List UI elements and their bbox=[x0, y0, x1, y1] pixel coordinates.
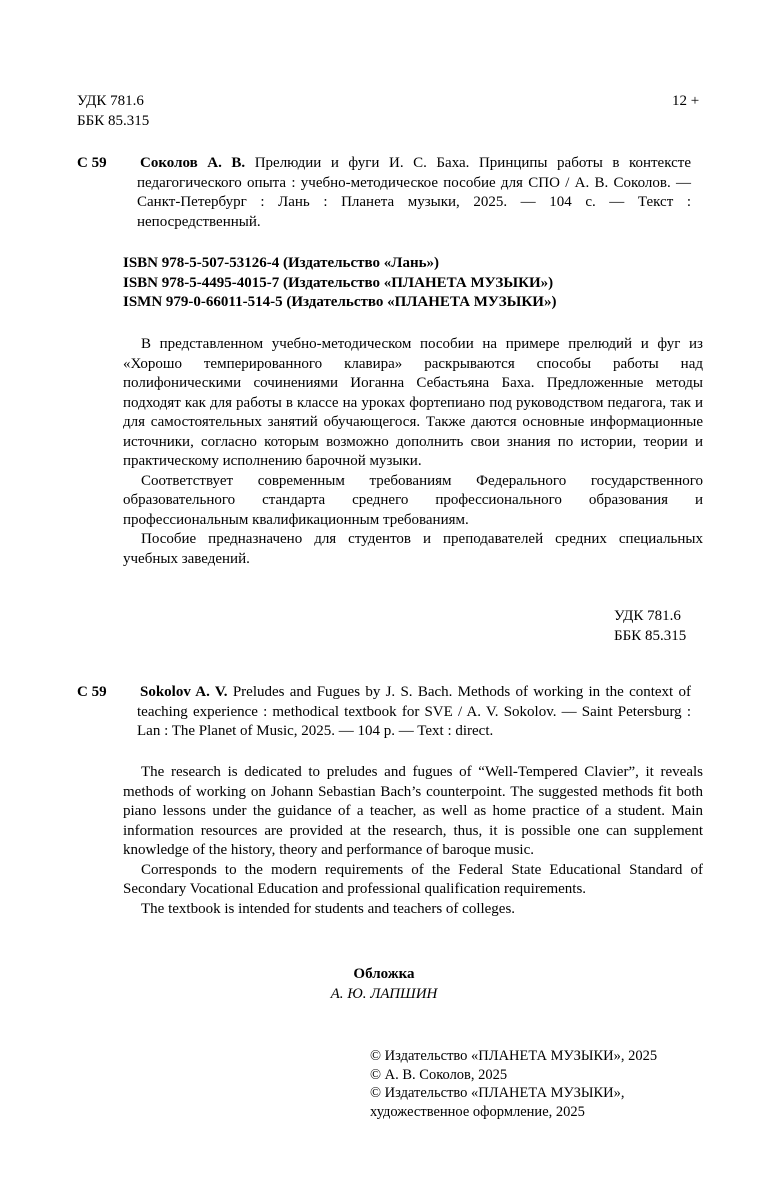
isbn-list bbox=[123, 254, 556, 313]
en-bibliographic-entry bbox=[137, 683, 691, 742]
copyright-line: © Издательство «ПЛАНЕТА МУЗЫКИ», bbox=[370, 1085, 625, 1101]
en-abstract-paragraph: Corresponds to the modern requirements of the Federal State Educational Standard of Secondary Vocational Education and professional qualification requirements. bbox=[123, 861, 703, 897]
ru-description: Прелюдии и фуги И. С. Баха. Принципы работы в контексте педагогического опыта : учебно-методическое пособие для СПО / А. В. Соколов. — Санкт-Петербург : Лань : Планета музыки, 2025. — 104 с. — Текст : непосредственный. bbox=[137, 155, 691, 230]
ru-abstract-paragraph: Пособие предназначено для студентов и преподавателей средних специальных учебных заведений. bbox=[123, 531, 703, 567]
udk-code: УДК 781.6 bbox=[77, 93, 144, 109]
cover-artist: А. Ю. ЛАПШИН bbox=[330, 985, 438, 1002]
copyright-block bbox=[370, 1047, 657, 1121]
copyright-line: художественное оформление, 2025 bbox=[370, 1103, 585, 1120]
bbk-code: ББК 85.315 bbox=[614, 627, 687, 644]
cover-label: Обложка bbox=[353, 966, 415, 982]
ru-author-mark: С 59 bbox=[77, 155, 107, 171]
ru-abstract bbox=[123, 335, 703, 569]
isbn-line: ISBN 978-5-507-53126-4 (Издательство «Лань») bbox=[123, 255, 440, 271]
age-rating: 12 + bbox=[672, 93, 700, 109]
isbn-line: ISBN 978-5-4495-4015-7 (Издательство «ПЛАНЕТА МУЗЫКИ») bbox=[123, 274, 554, 291]
en-author-mark: С 59 bbox=[77, 684, 107, 700]
en-abstract-paragraph: The textbook is intended for students and teachers of colleges. bbox=[141, 900, 516, 917]
bbk-code: ББК 85.315 bbox=[77, 112, 150, 129]
ru-abstract-paragraph: Соответствует современным требованиям Федерального государственного образовательного стандарта среднего профессионального образования и профессиональным квалификационным требованиям. bbox=[123, 472, 703, 528]
copyright-line: © Издательство «ПЛАНЕТА МУЗЫКИ», 2025 bbox=[370, 1048, 658, 1064]
ru-abstract-paragraph: В представленном учебно-методическом пособии на примере прелюдий и фуг из «Хорошо темперированного клавира» раскрываются способы работы над полифоническими сочинениями Иоганна Себастьяна Баха. Предложенные методы подходят как для работы в классе на уроках фортепиано под руководством педагога, так и для самостоятельных занятий обучающегося. Также даются основные информационные источники, согласно которым возможно дополнить свои знания по истории, теории и практическому исполнению барочной музыки. bbox=[123, 336, 703, 469]
en-author-name: Sokolov A. V. bbox=[140, 684, 228, 700]
classification-codes bbox=[77, 92, 149, 131]
ismn-line: ISMN 979-0-66011-514-5 (Издательство «ПЛАНЕТА МУЗЫКИ») bbox=[123, 294, 557, 310]
en-abstract bbox=[123, 763, 703, 919]
en-description: Preludes and Fugues by J. S. Bach. Methods of working in the context of teaching experience : methodical textbook for SVE / A. V. Sokolov. — Saint Petersburg : Lan : The Planet of Music, 2025. — 104 p. — Text : direct. bbox=[137, 684, 691, 739]
en-abstract-paragraph: The research is dedicated to preludes and fugues of “Well-Tempered Clavier”, it reveals methods of working on Johann Sebastian Bach’s counterpoint. The suggested methods fit both piano lessons under the guidance of a teacher, as well as home practice of a student. Main information resources are provided at the research, thus, it is possible one can supplement knowledge of the history, theory and performance of baroque music. bbox=[123, 764, 703, 858]
en-classification-codes bbox=[614, 607, 686, 646]
copyright-line: © А. В. Соколов, 2025 bbox=[370, 1066, 508, 1083]
ru-author-name: Соколов А. В. bbox=[140, 155, 246, 171]
ru-bibliographic-entry bbox=[137, 154, 691, 232]
cover-credit bbox=[284, 965, 484, 1004]
udk-code: УДК 781.6 bbox=[614, 608, 681, 624]
